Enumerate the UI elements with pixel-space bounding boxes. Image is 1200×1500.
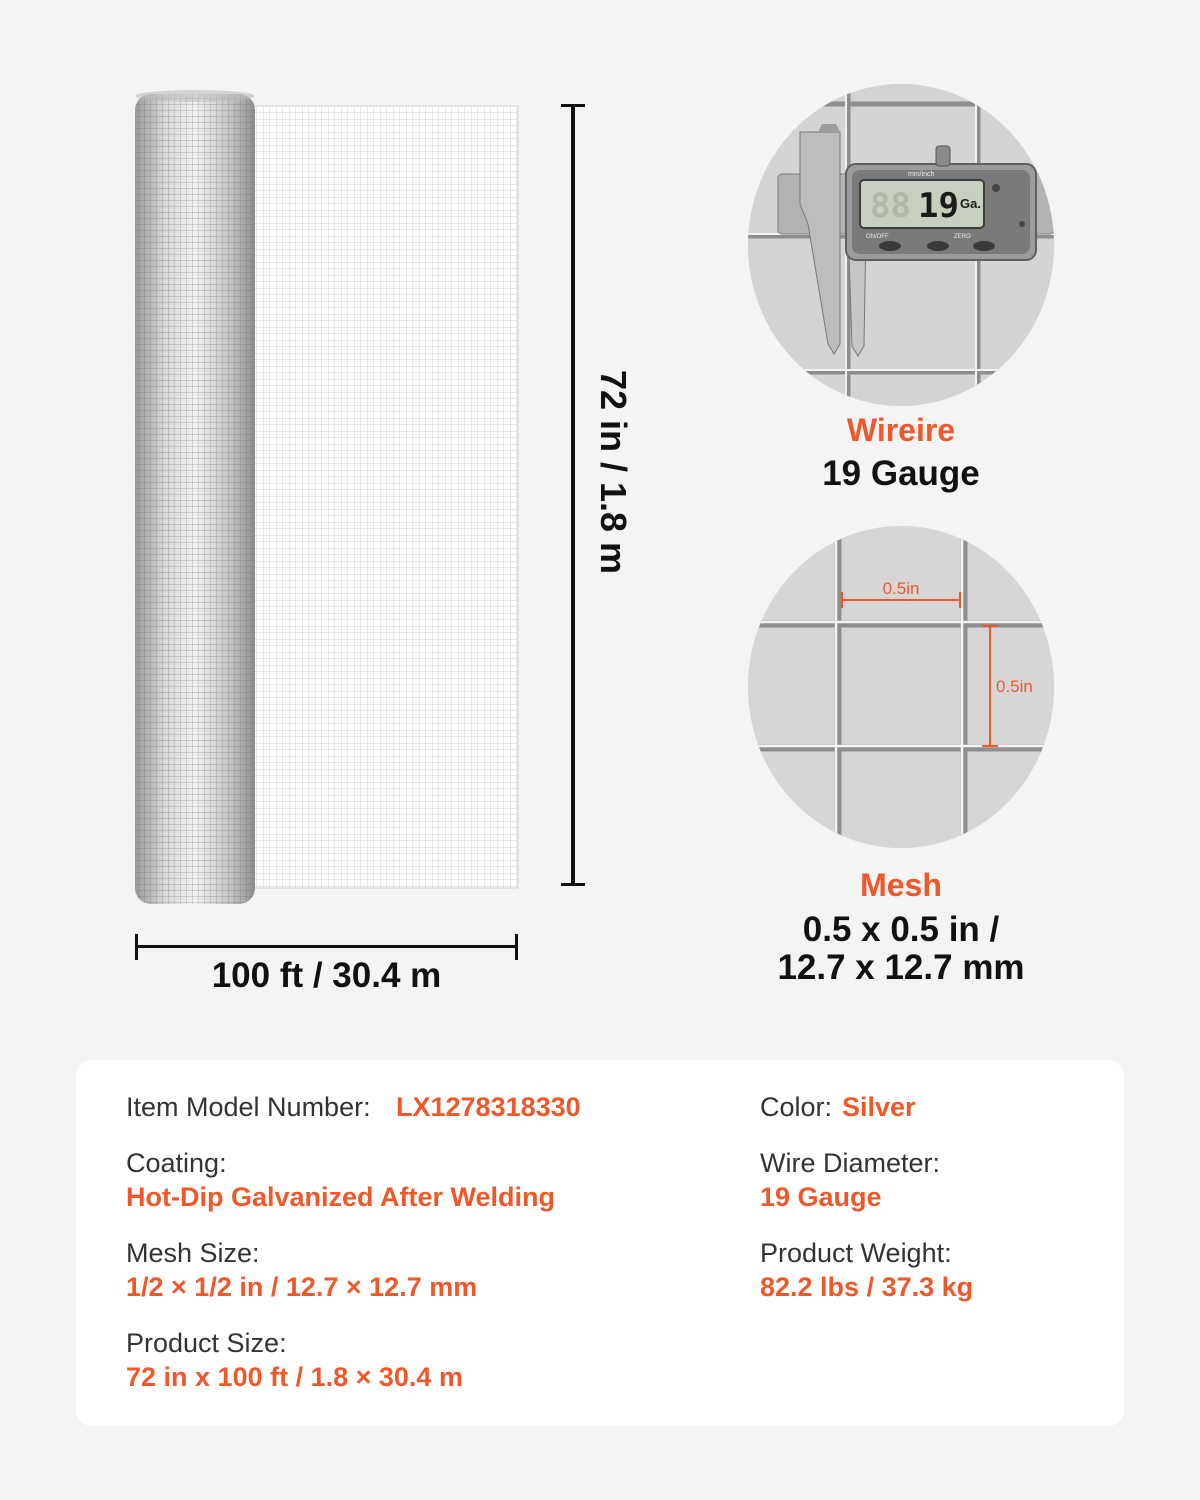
mesh-roll-illustration xyxy=(120,80,540,920)
caliper-unit-label: mm/inch xyxy=(908,171,935,178)
height-dimension-label: 72 in / 1.8 m xyxy=(593,369,634,575)
mesh-vertical-label: 0.5in xyxy=(996,677,1033,696)
product-weight-label: Product Weight: xyxy=(760,1238,952,1268)
height-dimension-line xyxy=(571,105,575,886)
width-dimension-line xyxy=(136,945,517,948)
caliper-reading: 19 xyxy=(918,186,959,226)
caliper-ghost-digits: 88 xyxy=(870,186,911,226)
height-dimension-cap-bottom xyxy=(561,883,585,886)
mesh-grid-icon xyxy=(748,526,1054,848)
model-number-value: LX1278318330 xyxy=(396,1092,581,1122)
model-number-label: Item Model Number: xyxy=(126,1092,371,1122)
mesh-size-label: Mesh Size: xyxy=(126,1238,260,1268)
color-value: Silver xyxy=(842,1092,916,1122)
product-size-value: 72 in x 100 ft / 1.8 × 30.4 m xyxy=(126,1362,463,1392)
wire-gauge-title: Wireire xyxy=(846,412,956,448)
mesh-title: Mesh xyxy=(860,867,942,903)
wire-gauge-closeup xyxy=(748,84,1054,406)
mesh-size-value: 1/2 × 1/2 in / 12.7 × 12.7 mm xyxy=(126,1272,478,1302)
mesh-value-line1: 0.5 x 0.5 in / xyxy=(802,910,1000,949)
coating-value: Hot-Dip Galvanized After Welding xyxy=(126,1182,556,1212)
coating-label: Coating: xyxy=(126,1148,227,1178)
mesh-closeup xyxy=(748,526,1054,848)
caliper-icon xyxy=(748,84,1054,406)
caliper-onoff-label: ON/OFF xyxy=(866,234,889,240)
mesh-horizontal-label: 0.5in xyxy=(882,579,920,598)
height-dimension-cap-top xyxy=(561,104,585,107)
color-label: Color: xyxy=(760,1092,833,1122)
mesh-value-line2: 12.7 x 12.7 mm xyxy=(777,948,1025,987)
specifications-card xyxy=(76,1060,1124,1426)
wire-gauge-value: 19 Gauge xyxy=(822,454,980,493)
caliper-unit-suffix: Ga. xyxy=(960,196,981,211)
width-dimension-label: 100 ft / 30.4 m xyxy=(211,956,442,995)
wire-diameter-label: Wire Diameter: xyxy=(760,1148,941,1178)
wire-diameter-value: 19 Gauge xyxy=(760,1182,882,1212)
product-weight-value: 82.2 lbs / 37.3 kg xyxy=(760,1272,974,1302)
product-size-label: Product Size: xyxy=(126,1328,287,1358)
caliper-zero-label: ZERO xyxy=(954,234,971,240)
